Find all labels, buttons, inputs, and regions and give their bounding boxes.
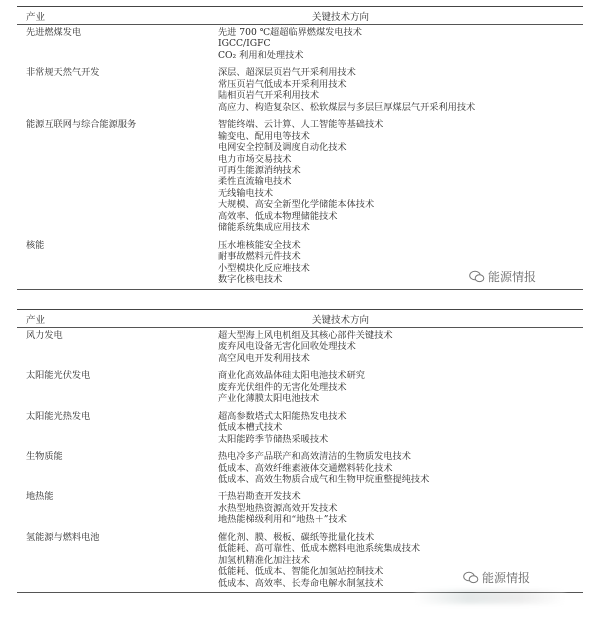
industry-cell: 能源互联网与综合能源服务	[26, 119, 137, 131]
tech-item: 高应力、构造复杂区、松软煤层与多层巨厚煤层气开采利用技术	[218, 101, 476, 113]
table-row	[17, 330, 583, 364]
industry-cell: 地热能	[26, 491, 54, 503]
tech-item: 常压页岩气低成本开采利用技术	[218, 78, 347, 90]
tech-list	[218, 451, 583, 485]
tech-list	[218, 67, 583, 113]
tech-item: 数字化核电技术	[218, 274, 283, 286]
tech-item: 超高参数塔式太阳能热发电技术	[218, 410, 347, 422]
tech-item: 废弃风电设备无害化回收处理技术	[218, 341, 356, 353]
table-row	[17, 119, 583, 234]
tech-item: 低成本槽式技术	[218, 422, 283, 434]
tech-item: 大规模、高安全新型化学储能本体技术	[218, 199, 375, 211]
tech-item: 废弃光伏组件的无害化处理技术	[218, 381, 347, 393]
table-bottom-rule	[17, 289, 583, 290]
watermark	[469, 268, 536, 285]
tech-item: 陆相页岩气开采利用技术	[218, 90, 320, 102]
tech-list	[218, 119, 583, 234]
table-row	[17, 451, 583, 485]
tech-item: 催化剂、膜、极板、碳纸等批量化技术	[218, 531, 375, 543]
wechat-icon	[469, 270, 485, 283]
industry-cell: 氢能源与燃料电池	[26, 531, 100, 543]
tech-item: CO₂ 利用和处理技术	[218, 49, 304, 61]
industry-cell: 先进燃煤发电	[26, 27, 82, 38]
tech-item: 低能耗、高可靠性、低成本燃料电池系统集成技术	[218, 543, 421, 555]
watermark-label: 能源情报	[482, 571, 531, 585]
tech-item: 超大型海上风电机组及其核心部件关键技术	[218, 330, 393, 341]
industry-cell: 太阳能光热发电	[26, 410, 91, 422]
tech-item: 太阳能跨季节储热采暖技术	[218, 433, 329, 445]
industry-cell: 太阳能光伏发电	[26, 370, 91, 382]
tech-item: 电力市场交易技术	[218, 153, 292, 165]
header-industry: 产业	[26, 314, 46, 326]
tech-item: 输变电、配用电等技术	[218, 130, 310, 142]
tech-item: 无线输电技术	[218, 187, 274, 199]
tech-item: 地热能梯级利用和“地热＋”技术	[218, 514, 347, 526]
tech-item: 储能系统集成应用技术	[218, 222, 310, 234]
tech-item: 高空风电开发利用技术	[218, 352, 310, 364]
table-body	[17, 328, 583, 593]
table-row	[17, 411, 583, 445]
tech-item: 加氢机精准化加注技术	[218, 554, 310, 566]
industry-cell: 非常规天然气开发	[26, 67, 100, 79]
tech-item: 小型模块化反应堆技术	[218, 262, 310, 274]
table-1	[17, 6, 583, 290]
tech-item: 热电冷多产品联产和高效清洁的生物质发电技术	[218, 451, 411, 463]
tech-item: 高效率、低成本物理储能技术	[218, 210, 338, 222]
header-direction: 关键技术方向	[311, 11, 369, 23]
industry-cell: 核能	[26, 239, 45, 251]
watermark-label: 能源情报	[488, 270, 537, 284]
industry-cell: 生物质能	[26, 451, 63, 463]
tech-item: 低成本、高效生物质合成气和生物甲烷重整提纯技术	[218, 473, 430, 485]
tech-item: 水热型地热资源高效开发技术	[218, 502, 338, 514]
table-row	[17, 27, 583, 61]
table-header	[17, 7, 583, 24]
tech-list	[218, 491, 583, 525]
tech-item: 低能耗、低成本、智能化加氢站控制技术	[218, 566, 384, 578]
watermark	[463, 569, 530, 586]
tech-item: 产业化薄膜太阳电池技术	[218, 393, 320, 405]
table-body	[17, 25, 583, 290]
header-industry: 产业	[26, 11, 46, 23]
wechat-icon	[463, 571, 479, 584]
watermark-smudge	[415, 590, 565, 604]
tech-list	[218, 27, 583, 61]
table-header	[17, 310, 583, 327]
tech-item: 干热岩勘查开发技术	[218, 491, 301, 503]
industry-cell: 风力发电	[26, 330, 63, 341]
table-2	[17, 309, 583, 593]
table-row	[17, 370, 583, 404]
tech-item: 深层、超深层页岩气开采利用技术	[218, 67, 356, 79]
tech-item: 可再生能源消纳技术	[218, 164, 301, 176]
table-row	[17, 67, 583, 113]
header-direction: 关键技术方向	[311, 314, 369, 326]
tech-item: 智能终端、云计算、人工智能等基础技术	[218, 119, 384, 131]
tech-item: 压水堆核能安全技术	[218, 239, 301, 251]
tech-item: 先进 700 ℃超超临界燃煤发电技术	[218, 27, 362, 38]
tech-item: 低成本、高效率、长寿命电解水制氢技术	[218, 577, 384, 589]
tech-item: 电网安全控制及调度自动化技术	[218, 142, 347, 154]
tech-list	[218, 411, 583, 445]
tech-item: 柔性直流输电技术	[218, 176, 292, 188]
tech-item: IGCC/IGFC	[218, 38, 271, 50]
tech-list	[218, 330, 583, 364]
tech-item: 低成本、高效纤维素液体交通燃料转化技术	[218, 462, 393, 474]
tech-item: 商业化高效晶体硅太阳电池技术研究	[218, 370, 365, 382]
tech-list	[218, 370, 583, 404]
tech-item: 耐事故燃料元件技术	[218, 251, 301, 263]
table-row	[17, 491, 583, 525]
